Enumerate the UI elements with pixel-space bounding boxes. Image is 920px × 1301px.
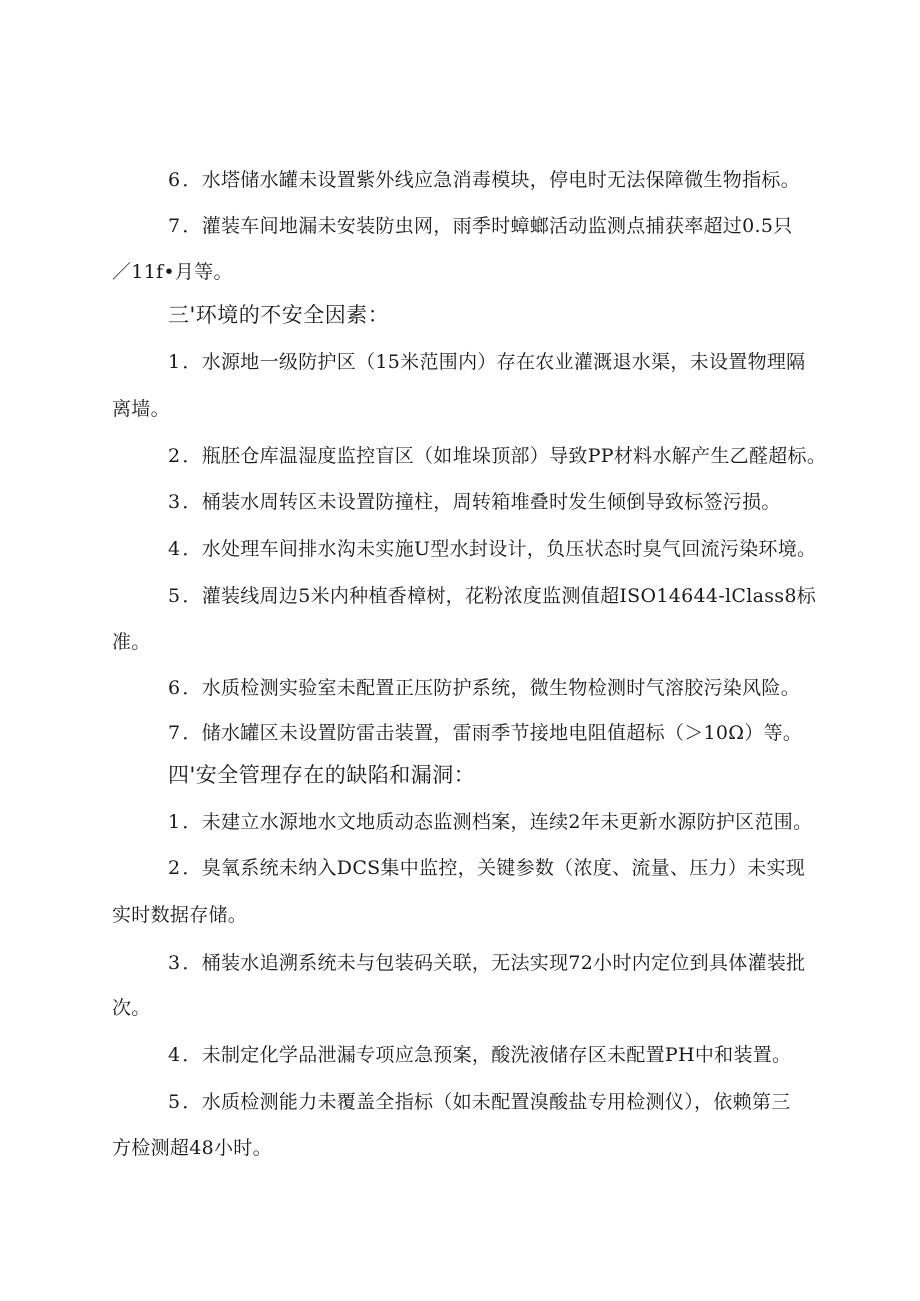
- item-number: 4: [168, 538, 181, 560]
- s2-item-7-cont: ／11f•月等。: [112, 261, 233, 283]
- s4-item-4: [168, 1043, 832, 1067]
- item-number: 4: [168, 1044, 181, 1066]
- item-number: 7: [168, 215, 181, 237]
- item-text: ．桶装水周转区未设置防撞柱，周转箱堆叠时发生倾倒导致标签污损。: [182, 491, 781, 513]
- item-text: ．未制定化学品泄漏专项应急预案，酸洗液储存区未配置PH中和装置。: [182, 1044, 792, 1066]
- s3-item-7: [168, 721, 832, 745]
- item-number: 5: [168, 585, 181, 607]
- s3-item-4: [168, 537, 832, 561]
- item-text: ．水源地一级防护区（15米范围内）存在农业灌溉退水渠，未设置物理隔: [182, 351, 806, 373]
- item-text: ．臭氧系统未纳入DCS集中监控，关键参数（浓度、流量、压力）未实现: [182, 857, 806, 879]
- s3-item-1: [168, 350, 832, 374]
- item-number: 2: [168, 857, 181, 879]
- s4-item-2: [168, 856, 832, 880]
- s4-item-1: [168, 810, 832, 834]
- item-text: ．水质检测能力未覆盖全指标（如未配置溴酸盐专用检测仪），依赖第三: [182, 1091, 791, 1113]
- item-text: ．水处理车间排水沟未实施U型水封设计，负压状态时臭气回流污染环境。: [182, 538, 817, 560]
- s4-item-2-cont: 实时数据存储。: [112, 904, 248, 926]
- item-number: 3: [168, 952, 181, 974]
- item-text: ．灌装车间地漏未安装防虫网，雨季时蟑螂活动监测点捕获率超过0.5只: [182, 215, 793, 237]
- s3-item-3: [168, 490, 832, 514]
- s3-item-6: [168, 676, 832, 700]
- item-text: ．水塔储水罐未设置紫外线应急消毒模块，停电时无法保障微生物指标。: [182, 169, 800, 191]
- s4-item-5: [168, 1090, 832, 1114]
- s3-item-5: [168, 584, 832, 608]
- s3-item-1-cont: 离墙。: [112, 398, 170, 420]
- item-text: ．瓶胚仓库温湿度监控盲区（如堆垛顶部）导致PP材料水解产生乙醛超标。: [182, 445, 827, 467]
- section-3-heading: 三'环境的不安全因素：: [168, 303, 390, 327]
- section-4-heading: 四'安全管理存在的缺陷和漏洞：: [168, 763, 476, 787]
- item-number: 5: [168, 1091, 181, 1113]
- s3-item-5-cont: 准。: [112, 631, 151, 653]
- item-number: 7: [168, 722, 181, 744]
- item-number: 1: [168, 351, 181, 373]
- item-text: ．灌装线周边5米内种植香樟树，花粉浓度监测值超ISO14644-lClass8标: [182, 585, 817, 607]
- item-number: 6: [168, 169, 181, 191]
- s3-item-2: [168, 444, 832, 468]
- s4-item-3: [168, 951, 832, 975]
- item-number: 1: [168, 811, 181, 833]
- item-number: 2: [168, 445, 181, 467]
- s4-item-5-cont: 方检测超48小时。: [112, 1137, 272, 1159]
- s2-item-7: [168, 214, 832, 238]
- s2-item-6: [168, 168, 832, 192]
- item-text: ．未建立水源地水文地质动态监测档案，连续2年未更新水源防护区范围。: [182, 811, 813, 833]
- item-text: ．水质检测实验室未配置正压防护系统，微生物检测时气溶胶污染风险。: [182, 677, 800, 699]
- item-number: 6: [168, 677, 181, 699]
- item-text: ．桶装水追溯系统未与包装码关联，无法实现72小时内定位到具体灌装批: [182, 952, 806, 974]
- s4-item-3-cont: 次。: [112, 997, 151, 1019]
- item-text: ．储水罐区未设置防雷击装置，雷雨季节接地电阻值超标（＞10Ω）等。: [182, 722, 803, 744]
- item-number: 3: [168, 491, 181, 513]
